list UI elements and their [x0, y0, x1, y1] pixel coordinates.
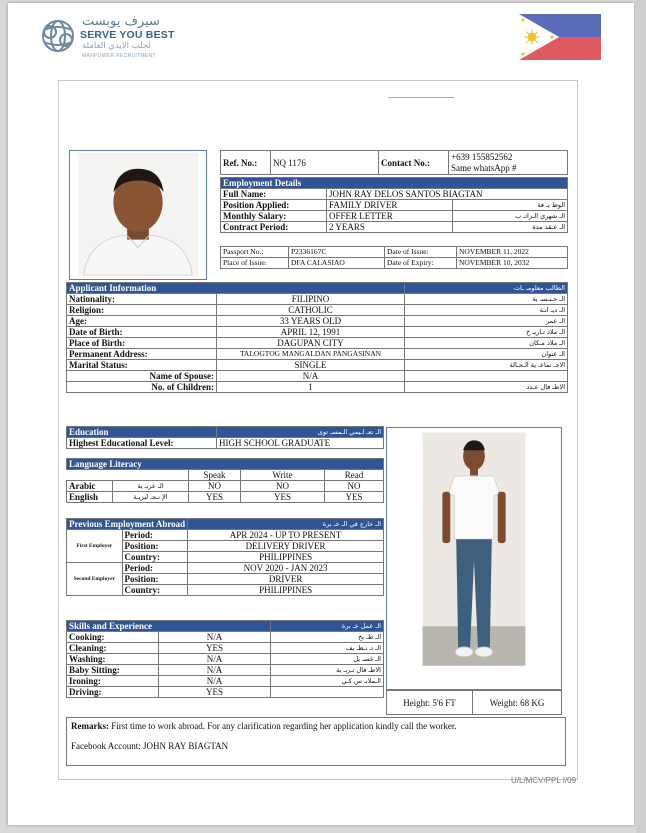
previous-employment-table — [66, 518, 384, 596]
first-position-label: Position: — [122, 541, 188, 552]
employment-section-title: Employment Details — [221, 178, 568, 189]
ironing-label: Ironing: — [67, 676, 159, 687]
skills-section-title: Skills and Experience — [67, 621, 271, 632]
children-value: 1 — [217, 382, 405, 393]
applicant-section-title: Applicant Information — [67, 283, 405, 294]
passport-no-label: Passport No.: — [221, 247, 289, 258]
driving-value: YES — [159, 687, 271, 698]
arabic-read-value: NO — [325, 481, 384, 492]
place-of-issue-value: DFA CALASIAO — [289, 258, 385, 269]
baby-sitting-arabic: الاطـ فال تـربـ ية — [271, 665, 384, 676]
first-position-value: DELIVERY DRIVER — [188, 541, 384, 552]
spouse-arabic — [405, 371, 568, 382]
language-section-title: Language Literacy — [67, 459, 384, 470]
washing-value: N/A — [159, 654, 271, 665]
ironing-value: N/A — [159, 676, 271, 687]
second-position-value: DRIVER — [188, 574, 384, 585]
age-arabic: الـ عمر — [405, 316, 568, 327]
salary-value: OFFER LETTER — [327, 211, 453, 222]
first-employer-label: First Employer — [67, 530, 123, 563]
arabic-speak-value: NO — [189, 481, 241, 492]
language-header-blank-2 — [113, 470, 189, 481]
passport-table — [220, 246, 568, 269]
first-country-value: PHILIPPINES — [188, 552, 384, 563]
nationality-label: Nationality: — [67, 294, 217, 305]
logo-arabic-subtitle: لجلب الايدي العاملة — [82, 41, 151, 51]
second-country-value: PHILIPPINES — [188, 585, 384, 596]
globe-logo-icon — [38, 14, 78, 58]
cooking-label: Cooking: — [67, 632, 159, 643]
first-period-value: APR 2024 - UP TO PRESENT — [188, 530, 384, 541]
children-label: No. of Children: — [67, 382, 217, 393]
education-section-title-arabic: الـ تعـ لـيمي الـمسـ توى — [217, 427, 384, 438]
education-level-value: HIGH SCHOOL GRADUATE — [217, 438, 384, 449]
first-period-label: Period: — [122, 530, 188, 541]
logo-english-name: SERVE YOU BEST — [80, 29, 175, 41]
first-country-label: Country: — [122, 552, 188, 563]
language-literacy-table — [66, 458, 384, 503]
issue-date-label: Date of Issue: — [385, 247, 457, 258]
full-name-label: Full Name: — [221, 189, 327, 200]
passport-no-value: P2336167C — [289, 247, 385, 258]
religion-arabic: الـ ديـ انـة — [405, 305, 568, 316]
facebook-account: Facebook Account: JOHN RAY BIAGTAN — [71, 741, 229, 751]
footer-code: U/L/MCV/PPL I/09 — [511, 776, 577, 785]
marital-status-label: Marital Status: — [67, 360, 217, 371]
cooking-value: N/A — [159, 632, 271, 643]
cleaning-arabic: الـ تـ نـظـ يف — [271, 643, 384, 654]
contact-label: Contact No.: — [379, 151, 449, 175]
arabic-language-arabic: الـ عربـ ية — [113, 481, 189, 492]
baby-sitting-value: N/A — [159, 665, 271, 676]
education-table — [66, 426, 384, 449]
height-value: Height: 5'6 FT — [387, 691, 473, 715]
ref-value: NQ 1176 — [271, 151, 379, 175]
pob-value: DAGUPAN CITY — [217, 338, 405, 349]
marital-status-arabic: الاجـ تماعـ ية الـحـالة — [405, 360, 568, 371]
salary-arabic: الـ شهري الـراتـ ب — [453, 211, 568, 222]
dob-label: Date of Birth: — [67, 327, 217, 338]
religion-label: Religion: — [67, 305, 217, 316]
contact-number: +639 155852562 — [451, 151, 513, 162]
education-section-title: Education — [67, 427, 217, 438]
address-label: Permanent Address: — [67, 349, 217, 360]
position-label: Position Applied: — [221, 200, 327, 211]
spouse-value: N/A — [217, 371, 405, 382]
skills-table — [66, 620, 384, 698]
dob-arabic: الـ ملاد تـاريـ خ — [405, 327, 568, 338]
ref-label: Ref. No.: — [221, 151, 271, 175]
age-label: Age: — [67, 316, 217, 327]
english-write-value: YES — [241, 492, 325, 503]
language-header-blank — [67, 470, 113, 481]
remarks-text: First time to work abroad. For any clarification regarding her application kindly call the worker. — [111, 721, 457, 731]
washing-arabic: الـ غسـ يل — [271, 654, 384, 665]
previous-section-title-arabic: الـ خارج في الـ خـ برة — [188, 519, 384, 530]
remarks-label: Remarks: — [71, 721, 109, 731]
reference-contact-table — [220, 150, 568, 175]
dob-value: APRIL 12, 1991 — [217, 327, 405, 338]
position-value: FAMILY DRIVER — [327, 200, 453, 211]
position-arabic: الوظ يـ فة — [453, 200, 568, 211]
applicant-headshot-photo — [69, 150, 207, 280]
scroll-gutter — [636, 0, 646, 833]
baby-sitting-label: Baby Sitting: — [67, 665, 159, 676]
contract-label: Contract Period: — [221, 222, 327, 233]
applicant-full-body-photo — [386, 427, 562, 690]
write-header: Write — [241, 470, 325, 481]
previous-section-title: Previous Employment Abroad — [67, 519, 188, 530]
applicant-info-table — [66, 282, 568, 393]
cleaning-value: YES — [159, 643, 271, 654]
english-speak-value: YES — [189, 492, 241, 503]
children-arabic: الاطـ فال عـدد — [405, 382, 568, 393]
cleaning-label: Cleaning: — [67, 643, 159, 654]
employment-details-table — [220, 177, 568, 233]
contract-arabic: الـ عـقد مدة — [453, 222, 568, 233]
place-of-issue-label: Place of Issue: — [221, 258, 289, 269]
logo-subtitle: MANPOWER RECRUITMENT — [82, 53, 156, 59]
speak-header: Speak — [189, 470, 241, 481]
spouse-label: Name of Spouse: — [67, 371, 217, 382]
cooking-arabic: الـ طـ بخ — [271, 632, 384, 643]
expiry-date-value: NOVEMBER 10, 2032 — [457, 258, 568, 269]
driving-label: Driving: — [67, 687, 159, 698]
remarks-box — [66, 717, 566, 766]
second-country-label: Country: — [122, 585, 188, 596]
applicant-section-title-arabic: الطالب معلومـ ـات — [405, 283, 568, 294]
nationality-arabic: الـ جـنـسـ ية — [405, 294, 568, 305]
washing-label: Washing: — [67, 654, 159, 665]
second-position-label: Position: — [122, 574, 188, 585]
physical-measurements-table — [386, 690, 562, 715]
contact-value — [449, 151, 568, 175]
salary-label: Monthly Salary: — [221, 211, 327, 222]
second-employer-label: Second Employer — [67, 563, 123, 596]
expiry-date-label: Date of Expiry: — [385, 258, 457, 269]
driving-arabic — [271, 687, 384, 698]
address-arabic: الـ عنوان — [405, 349, 568, 360]
contact-note: Same whatsApp # — [451, 162, 517, 173]
age-value: 33 YEARS OLD — [217, 316, 405, 327]
religion-value: CATHOLIC — [217, 305, 405, 316]
remarks-line — [71, 721, 561, 731]
nationality-value: FILIPINO — [217, 294, 405, 305]
company-logo — [38, 14, 198, 62]
issue-date-value: NOVEMBER 11, 2022 — [457, 247, 568, 258]
full-name-value: JOHN RAY DELOS SANTOS BIAGTAN — [327, 189, 568, 200]
header-rule — [388, 97, 454, 98]
pob-arabic: الـ ملاد مـكان — [405, 338, 568, 349]
ironing-arabic: الـملابـ س كـي — [271, 676, 384, 687]
marital-status-value: SINGLE — [217, 360, 405, 371]
contract-value: 2 YEARS — [327, 222, 453, 233]
arabic-language-label: Arabic — [67, 481, 113, 492]
skills-section-title-arabic: الـ عمل خـ برة — [271, 621, 384, 632]
pob-label: Place of Birth: — [67, 338, 217, 349]
second-period-value: NOV 2020 - JAN 2023 — [188, 563, 384, 574]
philippines-flag-icon — [519, 14, 601, 60]
english-language-label: English — [67, 492, 113, 503]
address-value: TALOGTOG MANGALDAN PANGASINAN — [217, 349, 405, 360]
arabic-write-value: NO — [241, 481, 325, 492]
weight-value: Weight: 68 KG — [473, 691, 562, 715]
second-period-label: Period: — [122, 563, 188, 574]
english-read-value: YES — [325, 492, 384, 503]
read-header: Read — [325, 470, 384, 481]
logo-arabic-name: سيرف يوبست — [82, 14, 160, 29]
education-level-label: Highest Educational Level: — [67, 438, 217, 449]
english-language-arabic: الإ نـجـ ليزيـة — [113, 492, 189, 503]
